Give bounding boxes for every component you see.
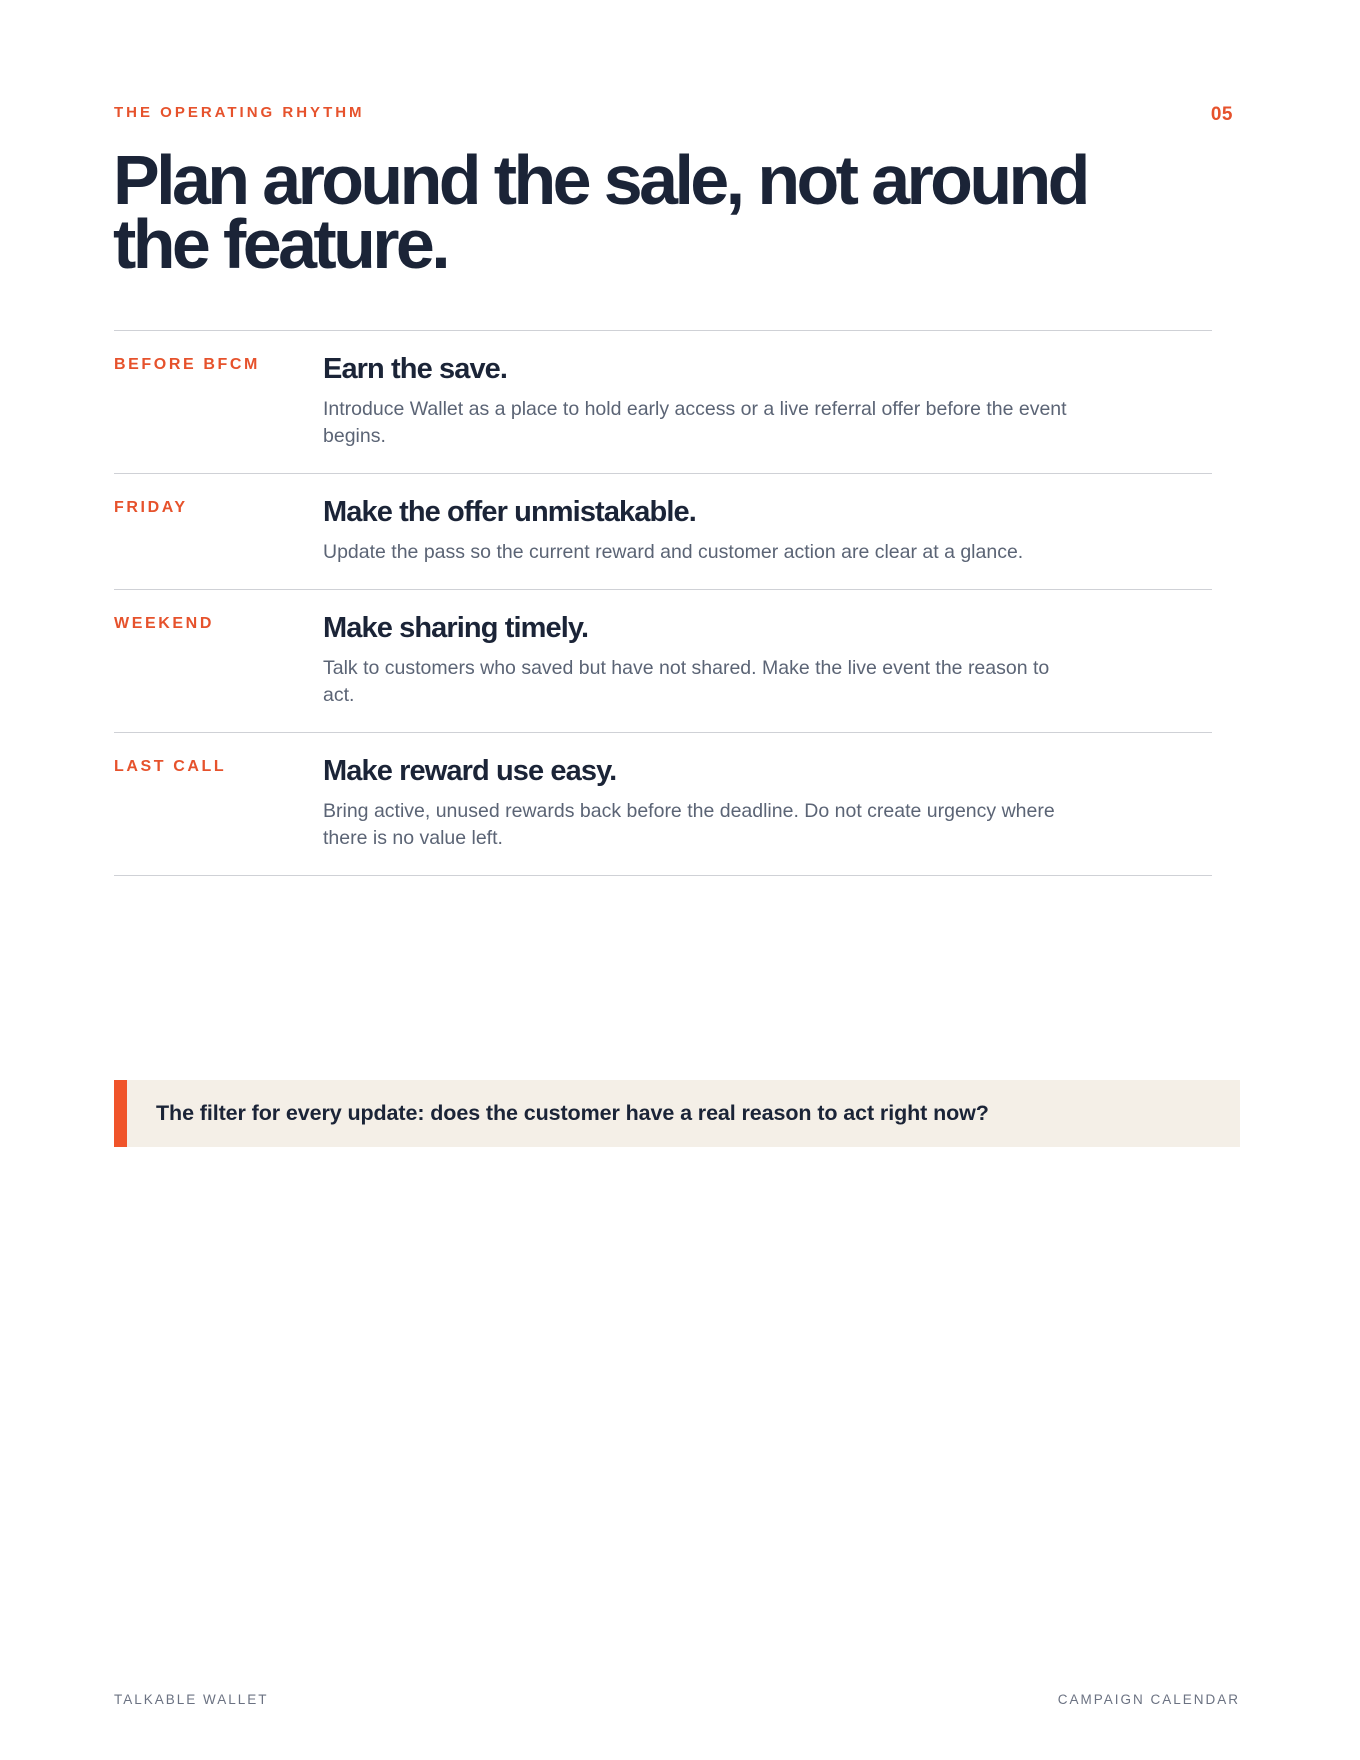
filter-callout [114, 1080, 1240, 1147]
page-number: 05 [1210, 104, 1233, 125]
rhythm-list [114, 330, 1212, 876]
rhythm-row-before-bfcm [114, 331, 1212, 474]
row-body [323, 351, 1212, 450]
row-description: Introduce Wallet as a place to hold early access or a live referral offer before the event begins. [323, 398, 1067, 447]
row-phase-label: BEFORE BFCM [114, 356, 260, 373]
row-phase-label: FRIDAY [114, 499, 188, 516]
row-title: Make sharing timely. [323, 612, 589, 644]
footer-section: CAMPAIGN CALENDAR [1057, 1692, 1240, 1707]
row-description: Talk to customers who saved but have not shared. Make the live event the reason to act. [323, 657, 1050, 706]
rhythm-row-friday [114, 474, 1212, 590]
row-title: Make the offer unmistakable. [323, 496, 696, 528]
row-phase-label: WEEKEND [114, 615, 214, 632]
row-body [323, 610, 1212, 709]
row-description: Bring active, unused rewards back before the deadline. Do not create urgency where there is no value left. [323, 800, 1055, 849]
section-eyebrow: THE OPERATING RHYTHM [114, 104, 365, 121]
footer-brand: TALKABLE WALLET [114, 1692, 269, 1707]
row-phase-label: LAST CALL [114, 758, 227, 775]
row-title: Make reward use easy. [323, 755, 617, 787]
rhythm-row-last-call [114, 733, 1212, 876]
callout-text: The filter for every update: does the customer have a real reason to act right now? [156, 1101, 989, 1125]
page-title: Plan around the sale, not around the feature. [113, 141, 1087, 283]
row-body [323, 753, 1212, 852]
row-body [323, 494, 1212, 566]
row-description: Update the pass so the current reward and customer action are clear at a glance. [323, 541, 1024, 563]
callout-accent-bar [114, 1080, 127, 1147]
rhythm-row-weekend [114, 590, 1212, 733]
row-title: Earn the save. [323, 353, 508, 385]
